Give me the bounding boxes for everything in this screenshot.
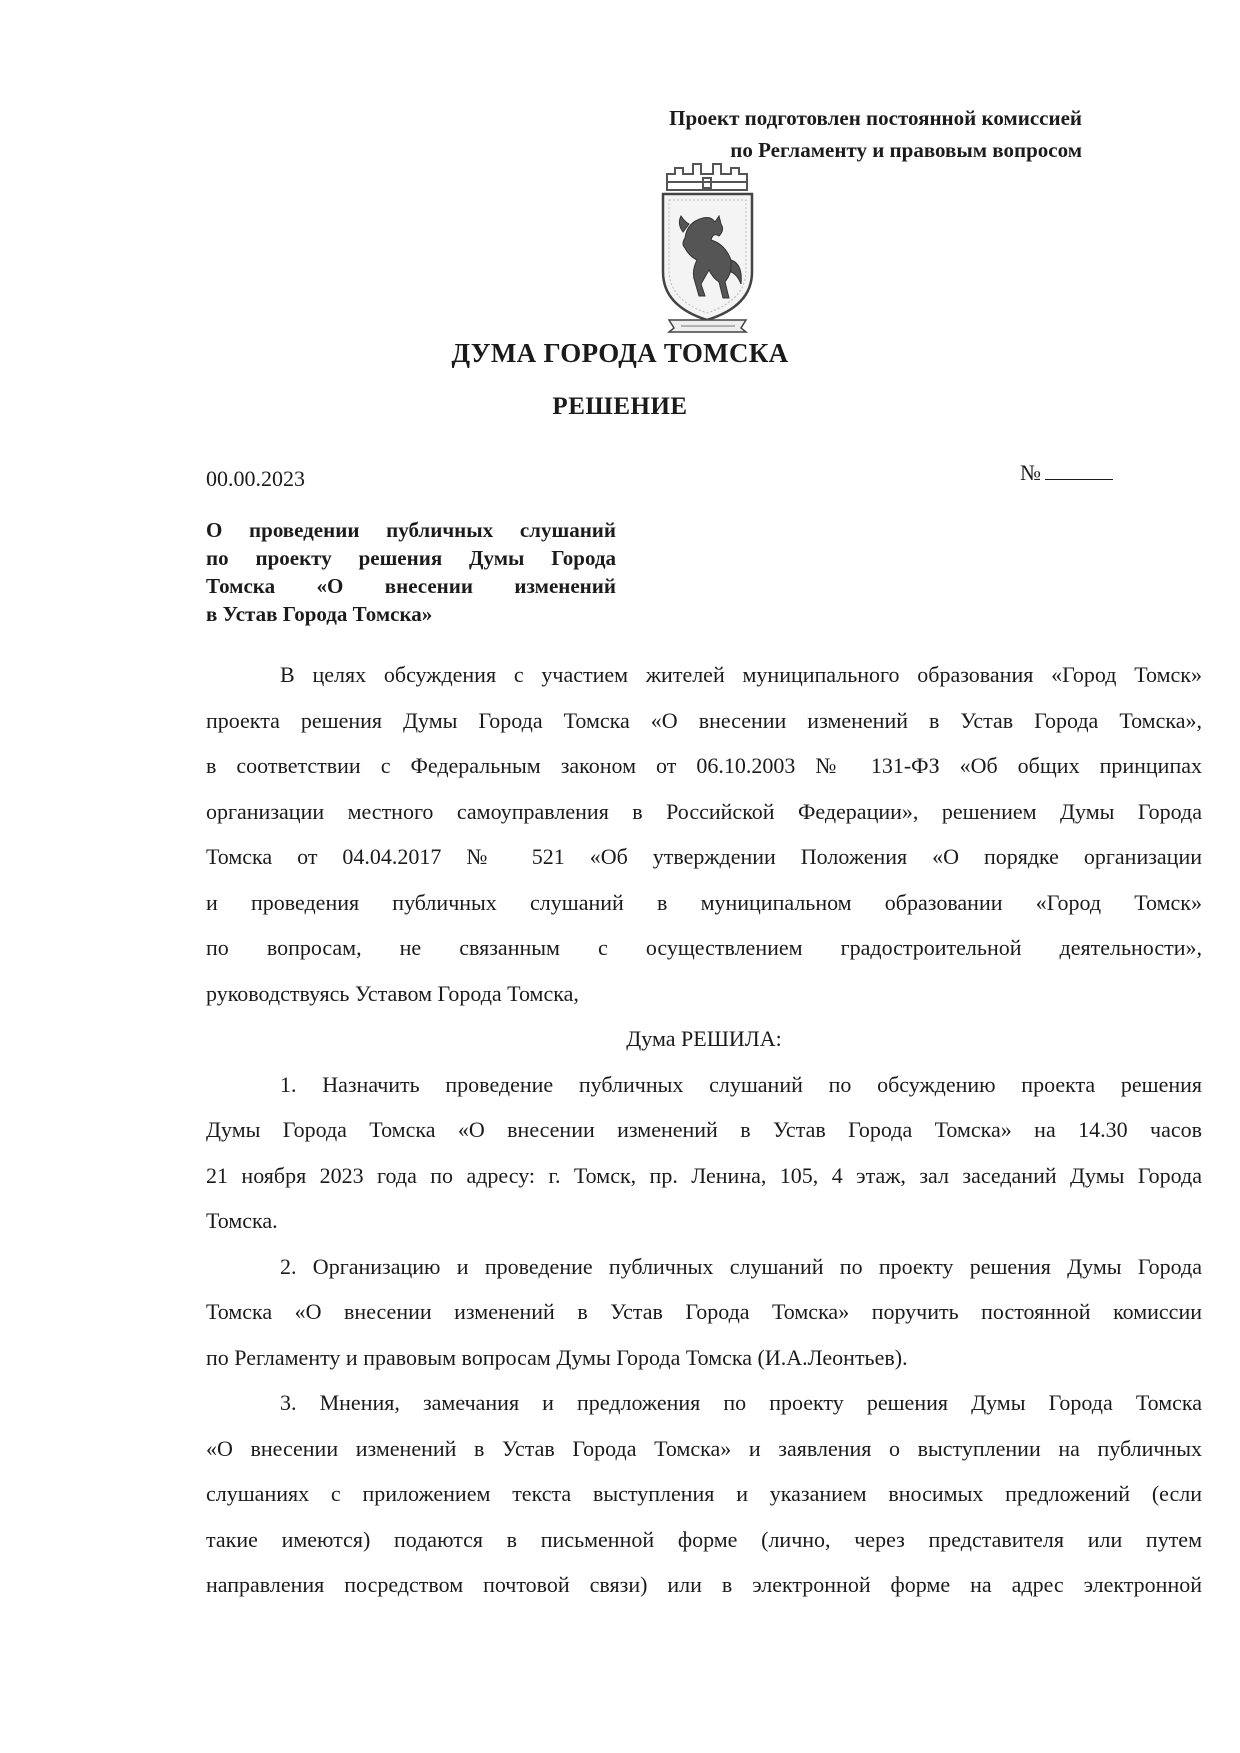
item-3-line: такие имеются) подаются в письменной форме (лично, через представителя или путем bbox=[206, 1526, 1202, 1552]
subject-line: Томска «О внесении изменений bbox=[206, 574, 616, 598]
header-note-line-1: Проект подготовлен постоянной комиссией bbox=[669, 106, 1082, 130]
preamble-line: Томска от 04.04.2017 № 521 «Об утверждении Положения «О порядке организации bbox=[206, 844, 1202, 869]
item-3-line: направления посредством почтовой связи) или в электронной форме на адрес электронной bbox=[206, 1572, 1202, 1597]
item-1-line: Томска. bbox=[206, 1208, 278, 1233]
item-1-line: 21 ноября 2023 года по адресу: г. Томск, пр. Ленина, 105, 4 этаж, зал заседаний Думы Города bbox=[206, 1162, 1202, 1188]
tomsk-coat-of-arms-icon bbox=[655, 160, 760, 334]
subject-line: О проведении публичных слушаний bbox=[206, 518, 616, 542]
preamble-line: В целях обсуждения с участием жителей муниципального образования «Город Томск» bbox=[280, 662, 1202, 687]
item-3-line: «О внесении изменений в Устав Города Томска» и заявления о выступлении на публичных bbox=[206, 1435, 1202, 1461]
resolution-heading: Дума РЕШИЛА: bbox=[626, 1026, 782, 1051]
preamble-line: организации местного самоуправления в Российской Федерации», решением Думы Города bbox=[206, 798, 1202, 824]
header-note bbox=[669, 102, 1082, 166]
preamble-line: по вопросам, не связанным с осуществлением градостроительной деятельности», bbox=[206, 935, 1202, 960]
item-3-line: слушаниях с приложением текста выступления и указанием вносимых предложений (если bbox=[206, 1481, 1202, 1506]
document-body bbox=[206, 652, 1202, 1608]
item-1-line: Думы Города Томска «О внесении изменений в Устав Города Томска» на 14.30 часов bbox=[206, 1117, 1202, 1142]
document-date: 00.00.2023 bbox=[206, 466, 305, 491]
item-3-line: 3. Мнения, замечания и предложения по проекту решения Думы Города Томска bbox=[280, 1390, 1202, 1415]
item-2-line: 2. Организацию и проведение публичных слушаний по проекту решения Думы Города bbox=[280, 1253, 1202, 1279]
item-2-line: по Регламенту и правовым вопросам Думы Города Томска (И.А.Леонтьев). bbox=[206, 1344, 908, 1370]
item-1-line: 1. Назначить проведение публичных слушаний по обсуждению проекта решения bbox=[280, 1071, 1202, 1097]
number-blank bbox=[1045, 461, 1113, 480]
preamble-line: руководствуясь Уставом Города Томска, bbox=[206, 980, 579, 1006]
number-label: № bbox=[1020, 460, 1041, 485]
document-number bbox=[1020, 460, 1113, 486]
subject-line: по проекту решения Думы Города bbox=[206, 546, 616, 570]
preamble-paragraph bbox=[206, 652, 1202, 1016]
org-title: ДУМА ГОРОДА ТОМСКА bbox=[451, 338, 789, 368]
item-1-paragraph bbox=[206, 1062, 1202, 1244]
preamble-line: и проведения публичных слушаний в муниципальном образовании «Город Томск» bbox=[206, 889, 1202, 915]
item-2-line: Томска «О внесении изменений в Устав Города Томска» поручить постоянной комиссии bbox=[206, 1299, 1202, 1324]
item-2-paragraph bbox=[206, 1244, 1202, 1381]
preamble-line: проекта решения Думы Города Томска «О внесении изменений в Устав Города Томска», bbox=[206, 707, 1202, 733]
header-note-line-2: по Регламенту и правовым вопросом bbox=[730, 138, 1082, 162]
document-subject bbox=[206, 516, 616, 628]
document-type: РЕШЕНИЕ bbox=[552, 393, 688, 420]
subject-line: в Устав Города Томска» bbox=[206, 602, 433, 626]
preamble-line: в соответствии с Федеральным законом от 06.10.2003 № 131-ФЗ «Об общих принципах bbox=[206, 753, 1202, 778]
item-3-paragraph bbox=[206, 1380, 1202, 1608]
